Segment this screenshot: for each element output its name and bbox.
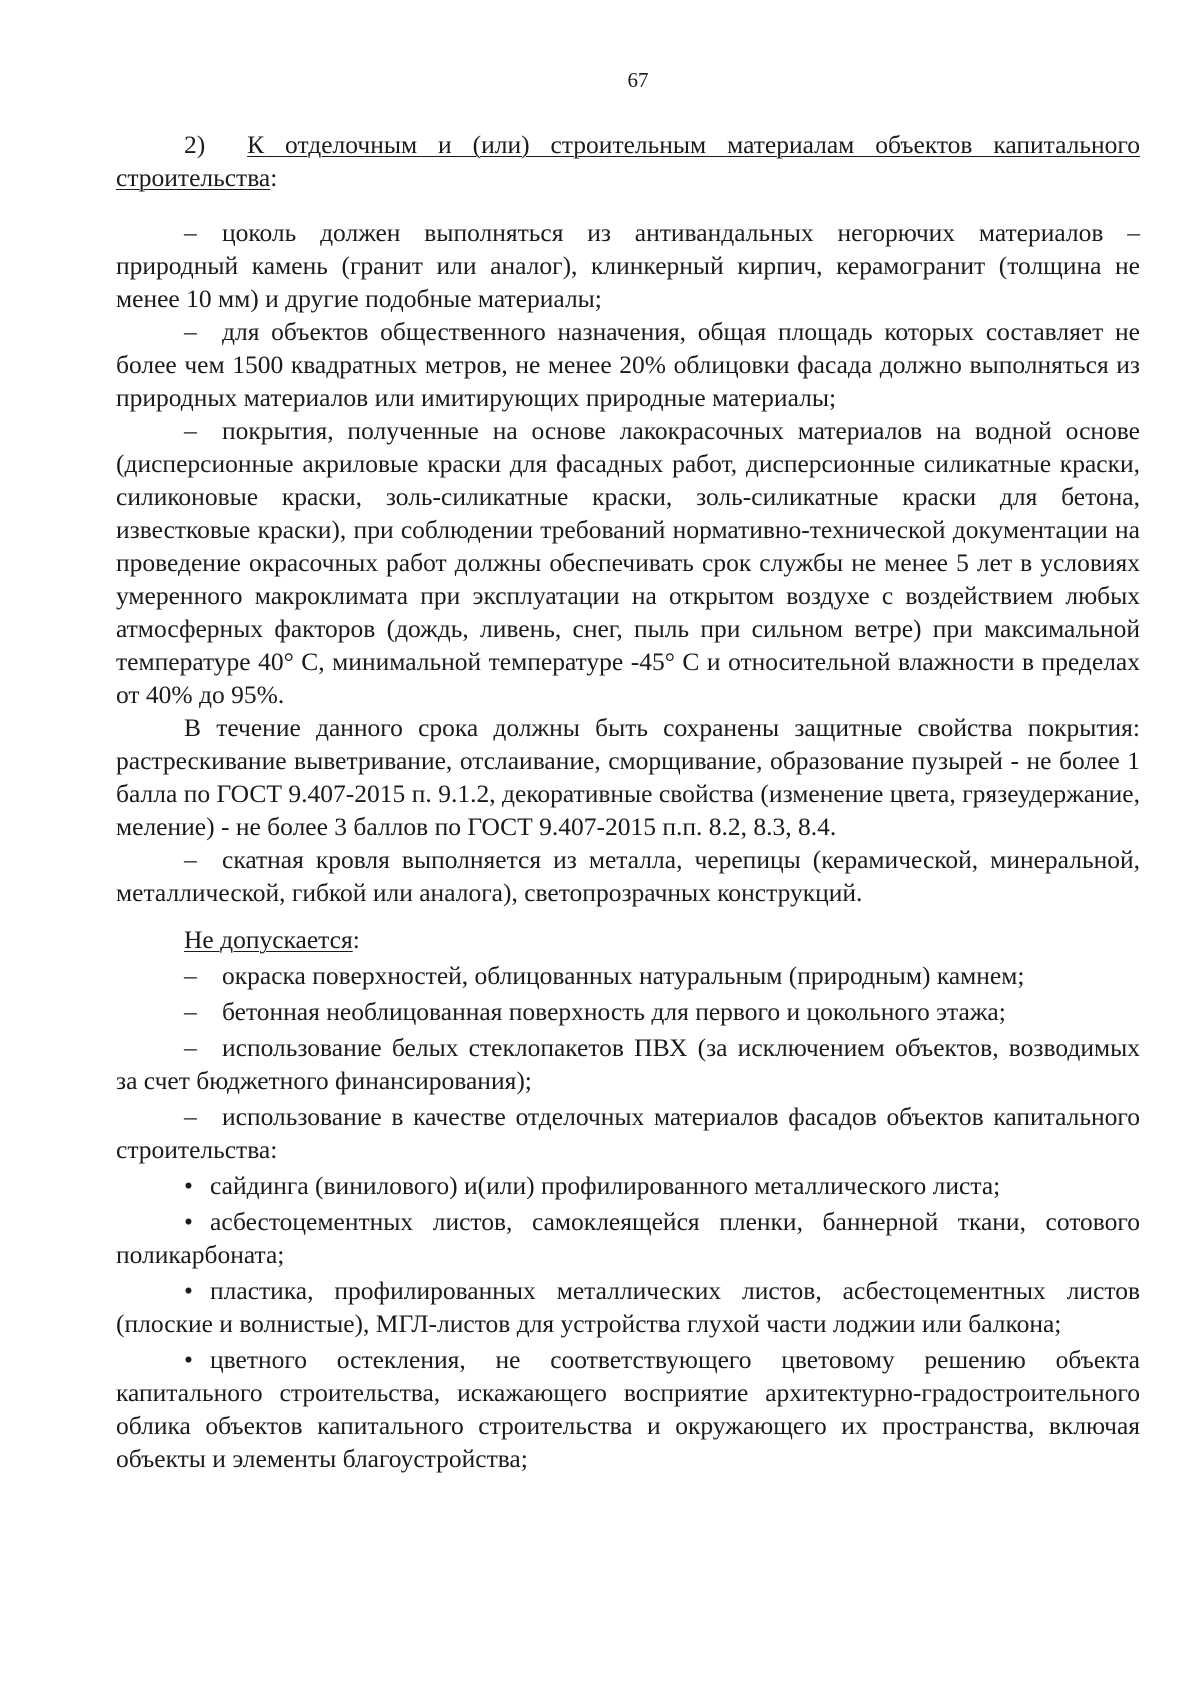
- requirement-item: [116, 414, 1140, 711]
- requirement-text: покрытия, полученные на основе лакокрасочных материалов на водной основе (дисперсионные акриловые краски для фасадных работ, дисперсионные силикатные краски, силиконовые краски, золь-силикатные краски, золь-силикатные краски для бетона, известковые краски), при соблюдении требований нормативно-технической документации на проведение окрасочных работ должны обеспечивать срок службы не менее 5 лет в условиях умеренного макроклимата при эксплуатации на открытом воздухе с воздействием любых атмосферных факторов (дождь, ливень, снег, пыль при сильном ветре) при максимальной температуре 40° С, минимальной температуре -45° С и относительной влажности в пределах от 40% до 95%.: [116, 416, 1140, 709]
- prohibited-sub-item: [116, 1205, 1140, 1271]
- dash-marker: –: [184, 1033, 197, 1062]
- dash-marker: –: [184, 1102, 197, 1131]
- roof-text: скатная кровля выполняется из металла, черепицы (керамической, минеральной, металлической, гибкой или аналога), светопрозрачных конструкций.: [116, 845, 1140, 907]
- section-number: 2): [184, 130, 206, 159]
- bullet-marker: •: [184, 1276, 193, 1305]
- prohibited-item: [116, 1031, 1140, 1097]
- requirement-item: [116, 315, 1140, 414]
- prohibited-sub-item: [116, 1274, 1140, 1340]
- requirement-text: цоколь должен выполняться из антивандальных негорючих материалов – природный камень (гранит или аналог), клинкерный кирпич, керамогранит (толщина не менее 10 мм) и другие подобные материалы;: [116, 218, 1140, 313]
- prohibited-sub-text: пластика, профилированных металлических листов, асбестоцементных листов (плоские и волнистые), МГЛ-листов для устройства глухой части лоджии или балкона;: [116, 1276, 1140, 1338]
- prohibited-text: окраска поверхностей, облицованных натуральным (природным) камнем;: [222, 961, 1025, 990]
- section-title: К отделочным и (или) строительным материалам объектов капитального строительства: [116, 130, 1140, 192]
- prohibited-text: использование в качестве отделочных материалов фасадов объектов капитального строительства:: [116, 1102, 1140, 1164]
- bullet-marker: •: [184, 1171, 193, 1200]
- dash-marker: –: [184, 845, 197, 874]
- prohibited-item: [116, 959, 1140, 992]
- bullet-marker: •: [184, 1207, 193, 1236]
- requirement-item: [116, 216, 1140, 315]
- prohibited-text: использование белых стеклопакетов ПВХ (за исключением объектов, возводимых за счет бюджетного финансирования);: [116, 1033, 1140, 1095]
- prohibited-sub-text: асбестоцементных листов, самоклеящейся пленки, баннерной ткани, сотового поликарбоната;: [116, 1207, 1140, 1269]
- dash-marker: –: [184, 997, 197, 1026]
- note-paragraph: В течение данного срока должны быть сохранены защитные свойства покрытия: растрескивание выветривание, отслаивание, сморщивание, образование пузырей - не более 1 балла по ГОСТ 9.407-2015 п. 9.1.2, декоративные свойства (изменение цвета, грязеудержание, меление) - не более 3 баллов по ГОСТ 9.407-2015 п.п. 8.2, 8.3, 8.4.: [116, 713, 1140, 841]
- dash-marker: –: [184, 218, 197, 247]
- prohibited-item: [116, 1100, 1140, 1166]
- prohibited-item: [116, 995, 1140, 1028]
- page-number: 67: [627, 68, 649, 92]
- prohibited-sub-item: [116, 1343, 1140, 1475]
- requirement-text: для объектов общественного назначения, общая площадь которых составляет не более чем 1500 квадратных метров, не менее 20% облицовки фасада должно выполняться из природных материалов или имитирующих природные материалы;: [116, 317, 1140, 412]
- roof-item: [116, 843, 1140, 909]
- prohibited-heading: [116, 923, 1140, 956]
- dash-marker: –: [184, 416, 197, 445]
- prohibited-sub-text: сайдинга (винилового) и(или) профилированного металлического листа;: [210, 1171, 1001, 1200]
- prohibited-sub-text: цветного остекления, не соответствующего цветовому решению объекта капитального строительства, искажающего восприятие архитектурно-градостроительного облика объектов капитального строительства и окружающего их пространства, включая объекты и элементы благоустройства;: [116, 1345, 1140, 1473]
- prohibited-heading-suffix: :: [352, 925, 360, 954]
- prohibited-heading-text: Не допускается: [184, 925, 353, 954]
- prohibited-text: бетонная необлицованная поверхность для первого и цокольного этажа;: [222, 997, 1006, 1026]
- section-heading: [116, 128, 1140, 194]
- prohibited-sub-item: [116, 1169, 1140, 1202]
- dash-marker: –: [184, 961, 197, 990]
- section-title-suffix: :: [270, 163, 278, 192]
- bullet-marker: •: [184, 1345, 193, 1374]
- dash-marker: –: [184, 317, 197, 346]
